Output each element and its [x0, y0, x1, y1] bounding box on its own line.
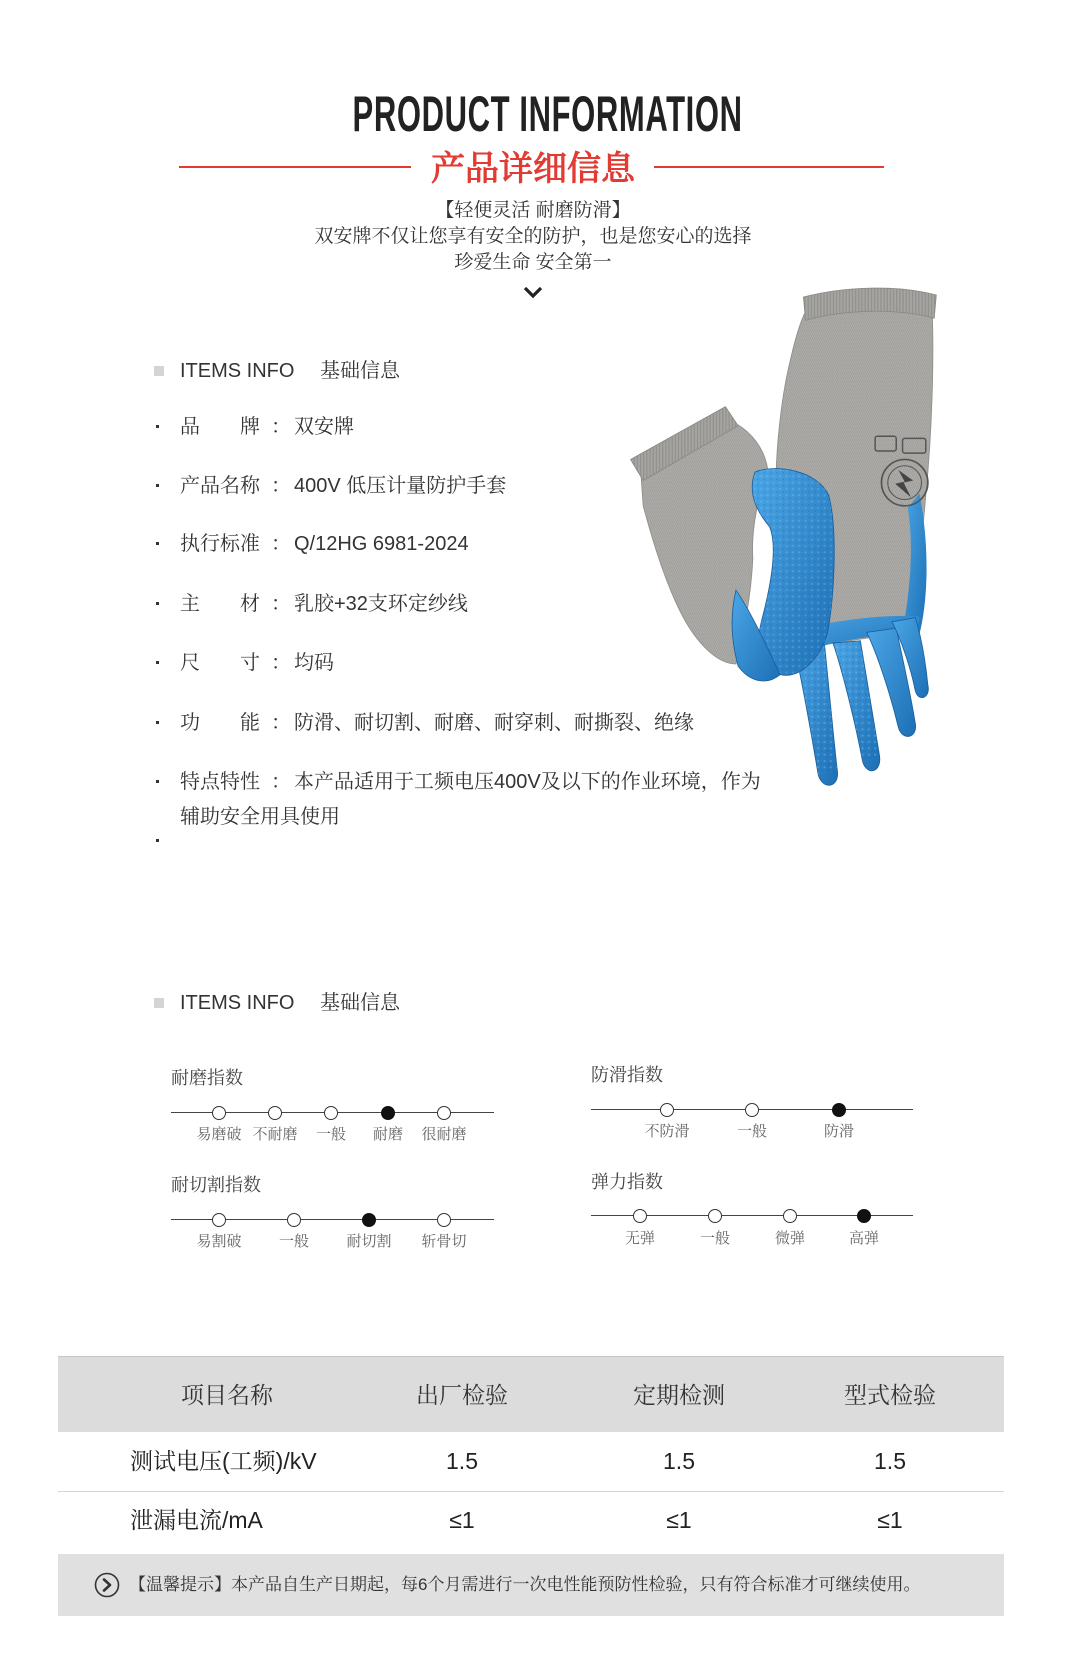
- info-value: 400V 低压计量防护手套: [294, 475, 507, 497]
- notice-text: 【温馨提示】本产品自生产日期起，每6个月需进行一次电性能预防性检验，只有符合标准才可继续使用。: [129, 1575, 921, 1594]
- section-title-en: ITEMS INFO: [180, 360, 295, 382]
- index-level-label: 易磨破: [196, 1126, 242, 1143]
- index-title: 弹力指数: [591, 1172, 663, 1192]
- info-value: 防滑、耐切割、耐磨、耐穿刺、耐撕裂、绝缘: [294, 712, 694, 734]
- info-value: 本产品适用于工频电压400V及以下的作业环境，作为: [294, 771, 761, 793]
- chevron-down-icon: [523, 286, 543, 300]
- index-level-label: 一般: [278, 1233, 310, 1250]
- index-level-label: 一般: [699, 1230, 731, 1247]
- index-level-dot: [708, 1209, 722, 1223]
- info-separator: ：: [271, 475, 291, 497]
- index-level-dot: [633, 1209, 647, 1223]
- info-value: 均码: [294, 652, 334, 674]
- bullet-dot: [156, 542, 159, 545]
- table-header-cell: 出厂检验: [416, 1382, 508, 1408]
- slogan-line-1: 双安牌不仅让您享有安全的防护，也是您安心的选择: [314, 226, 752, 247]
- table-row-divider: [58, 1491, 1004, 1492]
- bullet-dot: [156, 661, 159, 664]
- section-title-cn: 基础信息: [320, 992, 400, 1014]
- index-level-dot: [857, 1209, 871, 1223]
- table-cell: ≤1: [666, 1507, 692, 1533]
- section-square-icon: [154, 998, 164, 1008]
- index-level-label: 一般: [736, 1123, 768, 1140]
- notice-bar: [58, 1554, 1004, 1616]
- index-title: 耐切割指数: [171, 1175, 261, 1195]
- index-level-dot: [362, 1213, 376, 1227]
- index-title: 防滑指数: [591, 1065, 663, 1085]
- index-title: 耐磨指数: [171, 1068, 243, 1088]
- index-level-label: 微弹: [774, 1230, 806, 1247]
- tagline: 【轻便灵活 耐磨防滑】: [435, 200, 631, 221]
- index-level-label: 耐切割: [346, 1233, 392, 1250]
- index-level-label: 斩骨切: [421, 1233, 467, 1250]
- table-cell: ≤1: [877, 1507, 903, 1533]
- bullet-dot: [156, 602, 159, 605]
- index-level-label: 无弹: [624, 1230, 656, 1247]
- section-square-icon: [154, 366, 164, 376]
- info-separator: ：: [271, 416, 291, 438]
- index-level-label: 高弹: [848, 1230, 880, 1247]
- page-title-en-container: [198, 86, 898, 142]
- info-label: 产品名称: [180, 475, 260, 497]
- table-header-cell: 项目名称: [181, 1382, 273, 1408]
- page-title-cn: 产品详细信息: [431, 150, 635, 188]
- index-level-label: 不耐磨: [252, 1126, 298, 1143]
- index-level-dot: [832, 1103, 846, 1117]
- table-header-cell: 型式检验: [844, 1382, 936, 1408]
- index-level-label: 易割破: [196, 1233, 242, 1250]
- index-level-dot: [745, 1103, 759, 1117]
- index-level-dot: [437, 1106, 451, 1120]
- table-cell: 1.5: [446, 1448, 478, 1474]
- slogan-line-2: 珍爱生命 安全第一: [454, 252, 612, 273]
- info-label: 主 材: [180, 593, 260, 615]
- table-row-label: 测试电压(工频)/kV: [130, 1448, 317, 1474]
- info-value-continued: 辅助安全用具使用: [180, 806, 340, 828]
- index-level-dot: [437, 1213, 451, 1227]
- index-level-dot: [287, 1213, 301, 1227]
- index-level-dot: [212, 1213, 226, 1227]
- index-level-dot: [783, 1209, 797, 1223]
- info-separator: ：: [271, 712, 291, 734]
- index-level-dot: [324, 1106, 338, 1120]
- arrow-right-circle-icon: [94, 1572, 120, 1598]
- title-divider-left: [179, 166, 411, 168]
- info-value: 乳胶+32支环定纱线: [294, 593, 468, 615]
- bullet-dot: [156, 780, 159, 783]
- index-level-label: 很耐磨: [421, 1126, 467, 1143]
- bullet-dot: [156, 839, 159, 842]
- info-label: 品 牌: [180, 416, 260, 438]
- index-level-dot: [381, 1106, 395, 1120]
- index-level-label: 防滑: [823, 1123, 855, 1140]
- section-title-en: ITEMS INFO: [180, 992, 295, 1014]
- bullet-dot: [156, 484, 159, 487]
- index-level-dot: [212, 1106, 226, 1120]
- info-label: 特点特性: [180, 771, 260, 793]
- info-separator: ：: [271, 593, 291, 615]
- bullet-dot: [156, 721, 159, 724]
- info-value: 双安牌: [294, 416, 354, 438]
- table-header-cell: 定期检测: [633, 1382, 725, 1408]
- info-separator: ：: [271, 771, 291, 793]
- bullet-dot: [156, 425, 159, 428]
- title-divider-right: [654, 166, 884, 168]
- index-level-label: 不防滑: [644, 1123, 690, 1140]
- index-level-dot: [268, 1106, 282, 1120]
- info-separator: ：: [271, 652, 291, 674]
- table-cell: 1.5: [663, 1448, 695, 1474]
- section-title-cn: 基础信息: [320, 360, 400, 382]
- table-cell: ≤1: [449, 1507, 475, 1533]
- index-level-label: 一般: [315, 1126, 347, 1143]
- index-level-label: 耐磨: [372, 1126, 404, 1143]
- info-label: 功 能: [180, 712, 260, 734]
- info-value: Q/12HG 6981-2024: [294, 533, 469, 555]
- info-label: 尺 寸: [180, 652, 260, 674]
- table-row-label: 泄漏电流/mA: [130, 1507, 263, 1533]
- index-level-dot: [660, 1103, 674, 1117]
- info-separator: ：: [271, 533, 291, 555]
- info-label: 执行标准: [180, 533, 260, 555]
- table-cell: 1.5: [874, 1448, 906, 1474]
- page-title-en: PRODUCT INFORMATION: [352, 86, 744, 142]
